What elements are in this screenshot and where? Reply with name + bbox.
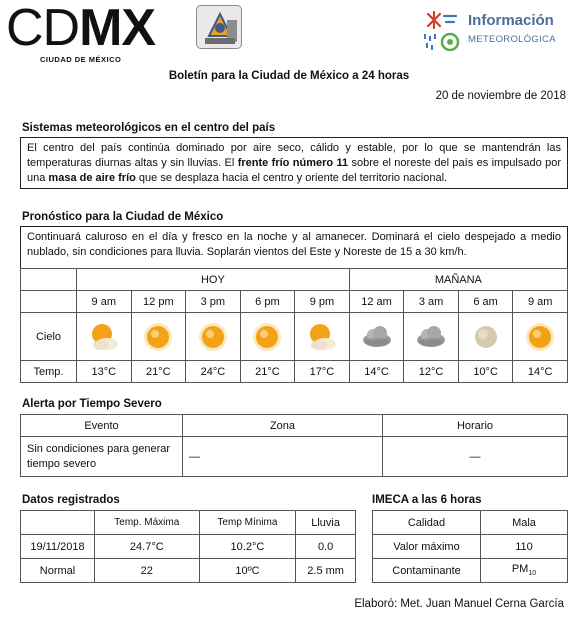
imeca-quality-label: Calidad [373,511,481,535]
imeca-max-label: Valor máximo [373,535,481,559]
imeca-row [373,511,568,535]
forecast-temp-cell: 10°C [458,361,513,383]
records-col-max: Temp. Máxima [95,511,200,535]
today-header: HOY [77,269,350,291]
cdmx-logo-thin: CD [6,0,80,57]
imeca-pollutant-label: Contaminante [373,559,481,583]
tomorrow-header: MAÑANA [349,269,567,291]
snowflake-rain-icon [418,10,464,56]
systems-text-part1: El centro del país continúa dominado por aire seco, cálido y estable, por lo que se mantendrán las temperaturas diurnas altas y sin lluvias. El [27,142,561,169]
cloud-icon [414,320,448,354]
forecast-time-cell: 3 am [404,291,459,313]
records-row-label: 19/11/2018 [21,535,95,559]
forecast-period-row [21,269,568,291]
alert-zone: — [183,437,383,477]
forecast-section-title: Pronóstico para la Ciudad de México [22,211,224,223]
header [0,0,578,70]
forecast-text-box: Continuará caluroso en el día y fresco en la noche y al amanecer. Dominará el cielo despejado a medio nublado, sin condiciones para lluvia. Soplarán vientos del Este y Noreste de 15 a 30 km/h. [20,226,568,268]
imeca-row [373,535,568,559]
records-cell: 2.5 mm [296,559,356,583]
alert-row [21,437,568,477]
forecast-temp-cell: 12°C [404,361,459,383]
sun-icon [523,320,557,354]
cdmx-subtitle: CIUDAD DE MÉXICO [40,55,122,64]
records-cell: 0.0 [296,535,356,559]
records-cell: 10ºC [199,559,296,583]
forecast-sky-cell [186,313,241,361]
alert-col-zone: Zona [183,415,383,437]
forecast-temp-cell: 21°C [131,361,186,383]
forecast-temp-cell: 13°C [77,361,132,383]
moon-icon [469,320,503,354]
cloud-icon [360,320,394,354]
partly-cloudy-icon [305,320,339,354]
records-row [21,559,356,583]
systems-text-part2: sobre el noreste del país es impulsado por una [27,157,561,184]
forecast-time-cell: 12 pm [131,291,186,313]
systems-section-title: Sistemas meteorológicos en el centro del país [22,122,276,134]
forecast-time-cell: 9 am [77,291,132,313]
systems-text-box [20,137,568,189]
forecast-sky-cell [77,313,132,361]
bulletin-title: Boletín para la Ciudad de México a 24 horas [168,70,410,82]
systems-text-part3: que se desplaza hacia el centro y oriente del territorio nacional. [135,172,448,184]
records-table [20,510,356,583]
info-logo-subtitle: METEOROLÓGICA [468,34,556,45]
forecast-time-cell: 9 pm [295,291,350,313]
forecast-sky-cell [240,313,295,361]
forecast-sky-row [21,313,568,361]
forecast-time-cell: 3 pm [186,291,241,313]
forecast-time-cell: 6 am [458,291,513,313]
imeca-quality-value: Mala [481,511,568,535]
cdmx-logo-bold: MX [79,0,156,57]
alert-col-time: Horario [383,415,568,437]
forecast-sky-cell [404,313,459,361]
forecast-temp-cell: 14°C [513,361,568,383]
forecast-temp-cell: 24°C [186,361,241,383]
sun-icon [141,320,175,354]
elaborated-by: Elaboró: Met. Juan Manuel Cerna García [354,598,564,610]
imeca-table [372,510,568,583]
imeca-row [373,559,568,583]
forecast-sky-cell [295,313,350,361]
records-row-label: Normal [21,559,95,583]
forecast-temp-cell: 17°C [295,361,350,383]
civil-protection-emblem-icon [196,5,242,49]
forecast-time-row [21,291,568,313]
partly-cloudy-icon [87,320,121,354]
forecast-table [20,268,568,383]
records-cell: 10.2°C [199,535,296,559]
bulletin-date: 20 de noviembre de 2018 [435,90,566,102]
imeca-pollutant-value: $PM_{10}$ [481,559,568,583]
cdmx-logo [6,0,156,57]
forecast-sky-cell [513,313,568,361]
forecast-temp-cell: 21°C [240,361,295,383]
info-meteorologica-logo [418,10,573,56]
forecast-temp-row [21,361,568,383]
temp-label: Temp. [21,361,77,383]
imeca-section-title: IMECA a las 6 horas [372,494,482,506]
alert-section-title: Alerta por Tiempo Severo [22,398,162,410]
forecast-time-cell: 6 pm [240,291,295,313]
records-cell: 24.7°C [95,535,200,559]
systems-text-bold1: frente frío número 11 [237,157,349,169]
forecast-temp-cell: 14°C [349,361,404,383]
records-header-row [21,511,356,535]
systems-text-bold2: masa de aire frío [48,172,136,184]
alert-col-event: Evento [21,415,183,437]
alert-header-row [21,415,568,437]
records-cell: 22 [95,559,200,583]
forecast-time-cell: 9 am [513,291,568,313]
forecast-sky-cell [131,313,186,361]
alert-time: — [383,437,568,477]
forecast-sky-cell [349,313,404,361]
alert-table [20,414,568,477]
alert-event: Sin condiciones para generar tiempo severo [21,437,183,477]
forecast-time-cell: 12 am [349,291,404,313]
imeca-max-value: 110 [481,535,568,559]
records-col-rain: Lluvia [296,511,356,535]
records-col-min: Temp Mínima [199,511,296,535]
sun-icon [250,320,284,354]
records-row [21,535,356,559]
sun-icon [196,320,230,354]
sky-label: Cielo [21,313,77,361]
info-logo-title: Información [468,12,554,29]
forecast-sky-cell [458,313,513,361]
records-section-title: Datos registrados [22,494,120,506]
